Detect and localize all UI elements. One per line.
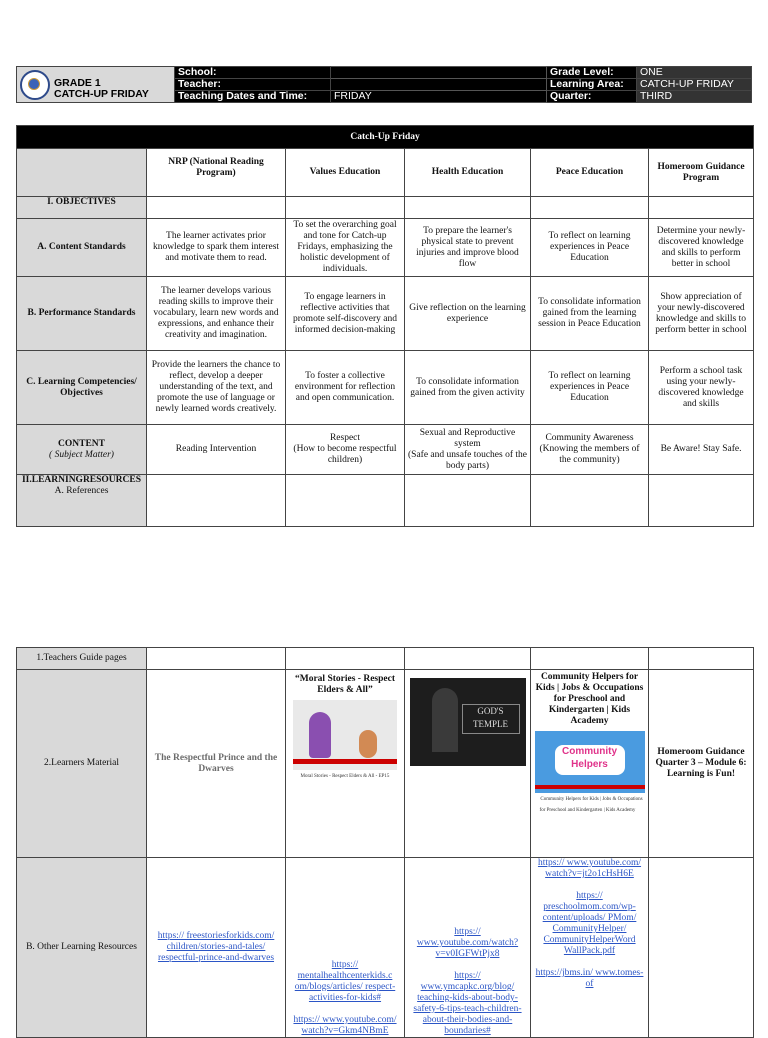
row-label-performance-standards: B. Performance Standards [17, 277, 147, 351]
grade-block [17, 67, 175, 103]
corner-cell [17, 149, 147, 197]
performance-standard-peace: To consolidate information gained from the learning session in Peace Education [531, 277, 649, 351]
lm-homeroom: Homeroom Guidance Quarter 3 – Module 6: Learning is Fun! [649, 670, 754, 858]
performance-standard-values: To engage learners in reflective activities that promote self-discovery and informed decision-making [286, 277, 405, 351]
content-nrp: Reading Intervention [147, 425, 286, 475]
content-label: CONTENT [58, 438, 105, 449]
lm-values [286, 670, 405, 858]
link-youtube-health[interactable]: https:// www.youtube.com/watch? v=v0IGFWtPjx8 [416, 927, 519, 959]
gods-temple-image [410, 678, 526, 766]
lm-peace [531, 670, 649, 858]
link-youtube-peace[interactable]: https:// www.youtube.com/ watch?v=jt2o1cHsH6E [537, 858, 642, 879]
content-standard-nrp: The learner activates prior knowledge to spark them interest and motivate them to read. [147, 219, 286, 277]
dates-label: Teaching Dates and Time: [175, 91, 331, 103]
program-title: CATCH-UP FRIDAY [54, 88, 149, 100]
lm-peace-title: Community Helpers for Kids | Jobs & Occupations for Preschool and Kindergarten | Kids Academy [535, 672, 644, 726]
row-label-resources [17, 475, 147, 527]
competency-peace: To reflect on learning experiences in Peace Education [531, 351, 649, 425]
quarter-value: THIRD [637, 91, 752, 103]
references-label: A. References [54, 486, 109, 496]
row-label-learners-material: 2.Learners Material [17, 670, 147, 858]
lm-health [405, 670, 531, 858]
link-youtube-values[interactable]: https:// www.youtube.com/ watch?v=Gkm4NBmE [293, 1015, 397, 1036]
col-header-values: Values Education [286, 149, 405, 197]
row-label-teachers-guide: 1.Teachers Guide pages [17, 648, 147, 670]
catch-up-banner: Catch-Up Friday [17, 126, 754, 149]
performance-standard-nrp: The learner develops various reading skills to improve their vocabulary, learn new words and expressions, and enhance their creativity and imagination. [147, 277, 286, 351]
other-values [286, 858, 405, 1038]
competency-nrp: Provide the learners the chance to reflect, develop a deeper understanding of the text, and promote the use of language or newly learned words creatively. [147, 351, 286, 425]
school-label: School: [175, 67, 331, 79]
moral-stories-video-thumbnail[interactable] [293, 700, 397, 770]
content-sublabel: ( Subject Matter) [49, 449, 114, 460]
deped-seal-icon [20, 70, 54, 100]
performance-standard-health: Give reflection on the learning experience [405, 277, 531, 351]
competency-health: To consolidate information gained from the given activity [405, 351, 531, 425]
community-helpers-text: Community Helpers [555, 745, 625, 775]
content-standard-health: To prepare the learner's physical state to prevent injuries and improve blood flow [405, 219, 531, 277]
competency-values: To foster a collective environment for reflection and open communication. [286, 351, 405, 425]
learning-area-label: Learning Area: [547, 79, 637, 91]
other-nrp [147, 858, 286, 1038]
teacher-label: Teacher: [175, 79, 331, 91]
resources-label: II.LEARNINGRESOURCES [21, 475, 142, 485]
objectives-label: I. OBJECTIVES [17, 197, 147, 219]
col-header-health: Health Education [405, 149, 531, 197]
row-label-learning-competencies: C. Learning Competencies/ Objectives [17, 351, 147, 425]
lm-peace-caption: Community Helpers for Kids | Jobs & Occupations for Preschool and Kindergarten | Kids Academy [539, 797, 643, 813]
dates-value: FRIDAY [331, 91, 547, 103]
row-label-content-standards: A. Content Standards [17, 219, 147, 277]
content-homeroom: Be Aware! Stay Safe. [649, 425, 754, 475]
row-label-content [17, 425, 147, 475]
video-progress-bar [535, 785, 645, 789]
teacher-value[interactable] [331, 79, 547, 91]
other-peace [531, 858, 649, 1038]
col-header-nrp: NRP (National Reading Program) [147, 149, 286, 197]
content-standard-values: To set the overarching goal and tone for Catch-up Fridays, emphasizing the holistic development of individuals. [286, 219, 405, 277]
gods-temple-text: GOD'S TEMPLE [462, 704, 520, 734]
video-progress-bar [293, 759, 397, 764]
lesson-header [16, 66, 752, 103]
other-health [405, 858, 531, 1038]
school-value[interactable] [331, 67, 547, 79]
link-jbms[interactable]: https://jbms.in/ www.tomes-of [535, 968, 644, 989]
competency-homeroom: Perform a school task using your newly-discovered knowledge and skills [649, 351, 754, 425]
grade-title: GRADE 1 [54, 76, 101, 89]
learning-area-value: CATCH-UP FRIDAY [637, 79, 752, 91]
col-header-peace: Peace Education [531, 149, 649, 197]
link-freestoriesforkids[interactable]: https:// freestoriesforkids.com/ children/stories-and-tales/ respectful-prince-and-dwarves [157, 931, 275, 963]
link-preschoolmom[interactable]: https:// preschoolmom.com/wp-content/uploads/ PMom/ CommunityHelper/ CommunityHelperWord WallPack.pdf [542, 891, 637, 956]
performance-standard-homeroom: Show appreciation of your newly-discovered knowledge and skills to perform better in school [649, 277, 754, 351]
content-values: Respect (How to become respectful children) [286, 425, 405, 475]
grade-level-value: ONE [637, 67, 752, 79]
col-header-homeroom: Homeroom Guidance Program [649, 149, 754, 197]
lm-values-title: “Moral Stories - Respect Elders & All” [295, 674, 395, 695]
row-label-other-resources: B. Other Learning Resources [17, 858, 147, 1038]
link-ymcapkc[interactable]: https:// www.ymcapkc.org/blog/ teaching-kids-about-body-safety-6-tips-teach-children-about-their-bodies-and-boundaries# [413, 971, 522, 1036]
content-standard-peace: To reflect on learning experiences in Peace Education [531, 219, 649, 277]
link-mentalhealthcenterkids[interactable]: https:// mentalhealthcenterkids.c om/blogs/articles/ respect-activities-for-kids# [294, 960, 396, 1003]
content-standard-homeroom: Determine your newly-discovered knowledge and skills to perform better in school [649, 219, 754, 277]
lm-values-caption: Moral Stories - Respect Elders & All - EP15 [300, 774, 390, 779]
quarter-label: Quarter: [547, 91, 637, 103]
community-helpers-video-thumbnail[interactable] [535, 731, 645, 793]
content-peace: Community Awareness (Knowing the members of the community) [531, 425, 649, 475]
lesson-plan-table [16, 125, 754, 527]
learning-resources-table [16, 647, 754, 1038]
content-health: Sexual and Reproductive system (Safe and unsafe touches of the body parts) [405, 425, 531, 475]
lm-nrp: The Respectful Prince and the Dwarves [147, 670, 286, 858]
grade-level-label: Grade Level: [547, 67, 637, 79]
